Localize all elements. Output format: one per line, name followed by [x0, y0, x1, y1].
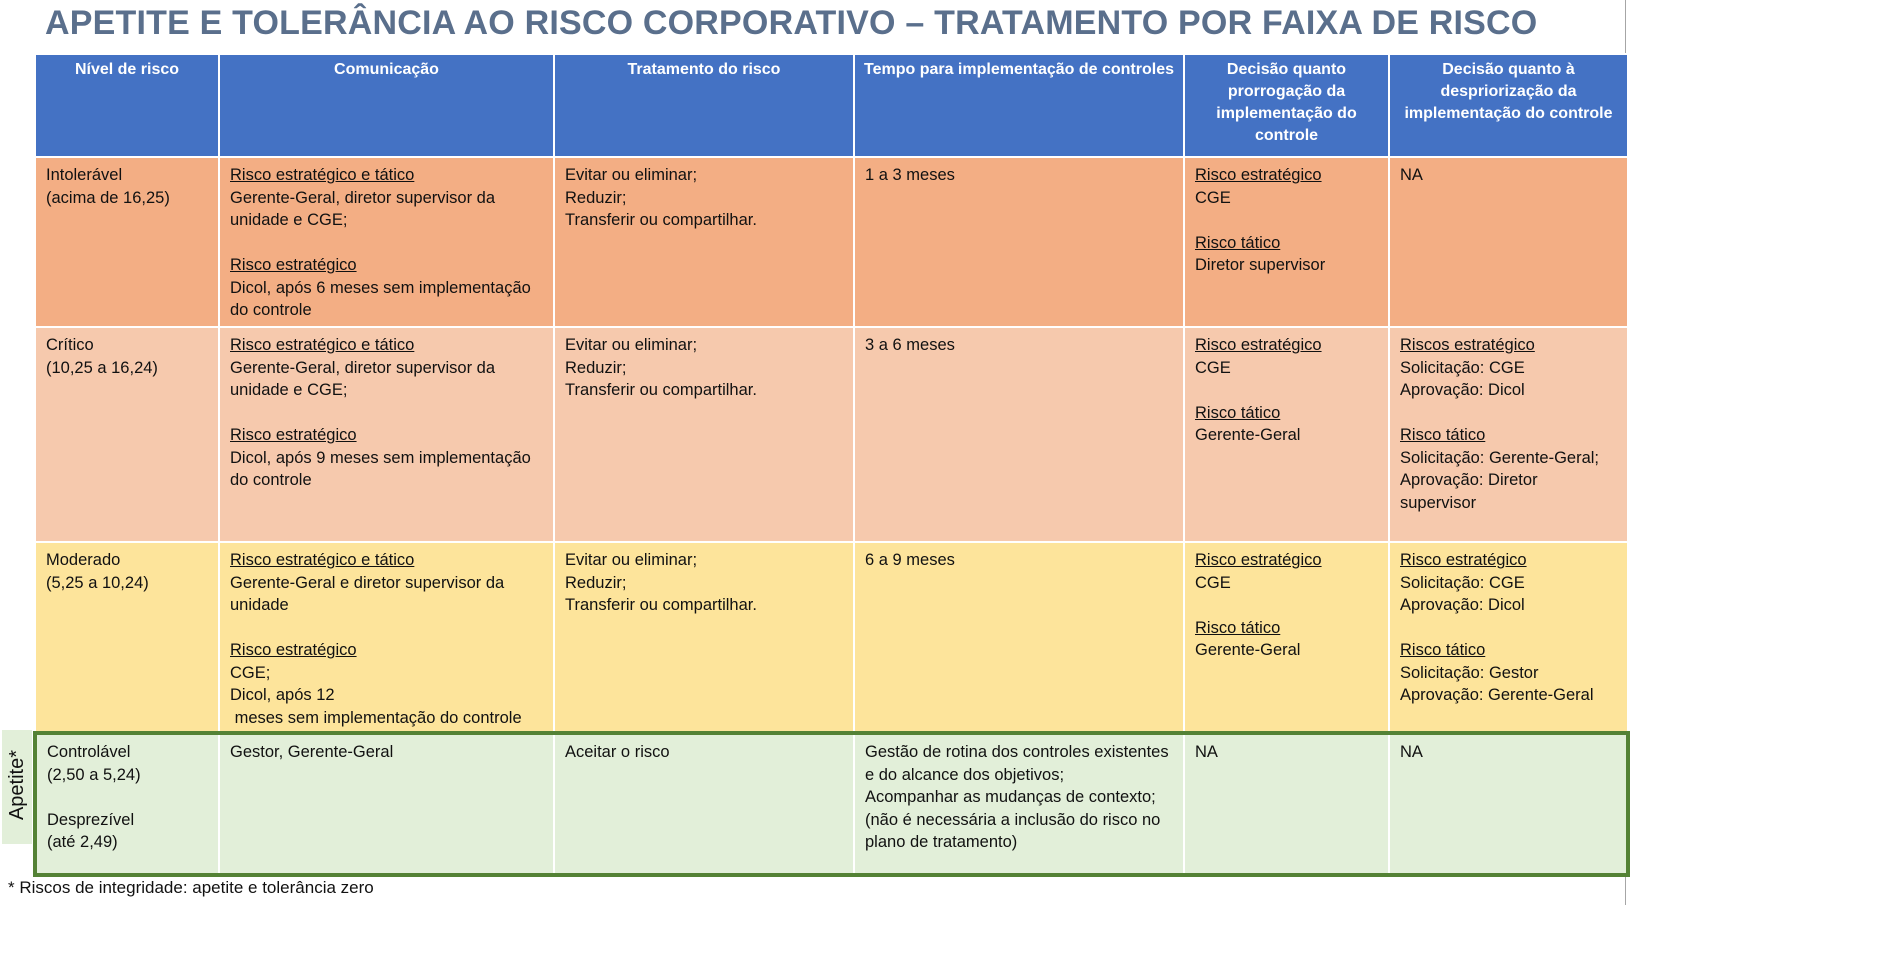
cell-text: Aceitar o risco — [565, 743, 670, 761]
cell-prorrogacao — [1184, 733, 1389, 875]
cell-text: Acompanhar as mudanças de contexto; — [865, 788, 1156, 806]
sub-heading: Risco estratégico e tático — [230, 166, 415, 184]
cell-text: Aprovação: Gerente-Geral — [1400, 686, 1594, 704]
cell-tempo — [854, 327, 1184, 542]
level-name: Controlável — [47, 743, 131, 761]
cell-text: Gerente-Geral, diretor supervisor da unidade e CGE; — [230, 188, 496, 229]
sub-heading: Risco tático — [1400, 426, 1486, 444]
level-name: Crítico — [46, 336, 94, 354]
risk-treatment-table — [33, 53, 1630, 877]
level-range: (10,25 a 16,24) — [46, 358, 158, 377]
cell-prorrogacao — [1184, 327, 1389, 542]
cell-text: Transferir ou compartilhar. — [565, 211, 757, 229]
cell-text: CGE — [1195, 358, 1231, 377]
cell-text: Solicitação: Gestor — [1400, 663, 1539, 682]
level-name: Moderado — [46, 551, 121, 569]
cell-text: Solicitação: Gerente-Geral; — [1400, 448, 1600, 467]
cell-text: NA — [1400, 743, 1423, 761]
table-row — [35, 733, 1628, 875]
cell-text: CGE — [1195, 188, 1231, 207]
cell-text: Gerente-Geral — [1195, 426, 1301, 444]
cell-text: CGE; — [230, 663, 271, 682]
level-name: Desprezível — [47, 810, 135, 829]
sub-heading: Risco tático — [1400, 641, 1486, 659]
cell-text: Gerente-Geral, diretor supervisor da unidade e CGE; — [230, 358, 496, 399]
cell-tempo — [854, 157, 1184, 327]
table-row — [35, 542, 1628, 733]
cell-text: Transferir ou compartilhar. — [565, 381, 757, 399]
table-header-row — [35, 54, 1628, 157]
cell-text: NA — [1195, 743, 1218, 761]
cell-tempo — [854, 542, 1184, 733]
cell-tempo — [854, 733, 1184, 875]
cell-text: Reduzir; — [565, 188, 627, 207]
cell-text: CGE — [1195, 573, 1231, 592]
cell-comunicacao — [219, 542, 554, 733]
sub-heading: Risco tático — [1195, 233, 1281, 252]
header-comunicacao: Comunicação — [219, 54, 554, 157]
cell-tratamento — [554, 157, 854, 327]
footnote: * Riscos de integridade: apetite e tolerância zero — [8, 878, 374, 897]
header-despriorizacao: Decisão quanto à despriorização da implementação do controle — [1389, 54, 1628, 157]
sub-heading: Risco estratégico — [1195, 166, 1322, 184]
cell-text: Evitar ou eliminar; — [565, 551, 698, 569]
cell-nivel — [35, 542, 219, 733]
table-row — [35, 327, 1628, 542]
cell-text: Solicitação: CGE — [1400, 573, 1525, 592]
cell-comunicacao — [219, 157, 554, 327]
cell-text: Reduzir; — [565, 573, 627, 592]
cell-comunicacao — [219, 327, 554, 542]
cell-nivel — [35, 733, 219, 875]
cell-text: Evitar ou eliminar; — [565, 166, 698, 184]
level-name: Intolerável — [46, 166, 123, 184]
cell-tratamento — [554, 733, 854, 875]
cell-text: Gestão de rotina dos controles existentes e do alcance dos objetivos; — [865, 743, 1169, 784]
page-title: APETITE E TOLERÂNCIA AO RISCO CORPORATIVO – TRATAMENTO POR FAIXA DE RISCO — [45, 4, 1538, 42]
level-range: (2,50 a 5,24) — [47, 765, 141, 784]
header-nivel-risco: Nível de risco — [35, 54, 219, 157]
cell-text: Dicol, após 12 — [230, 686, 335, 704]
cell-nivel — [35, 157, 219, 327]
level-range: (5,25 a 10,24) — [46, 573, 149, 592]
cell-text: Solicitação: CGE — [1400, 358, 1525, 377]
header-prorrogacao: Decisão quanto prorrogação da implementação do controle — [1184, 54, 1389, 157]
cell-nivel — [35, 327, 219, 542]
cell-text: Gestor, Gerente-Geral — [230, 743, 394, 761]
sub-heading: Risco estratégico — [1195, 336, 1322, 354]
cell-despriorizacao — [1389, 733, 1628, 875]
cell-prorrogacao — [1184, 542, 1389, 733]
apetite-side-tab — [2, 730, 32, 844]
cell-text: NA — [1400, 166, 1423, 184]
cell-text: Dicol, após 6 meses sem implementação do controle — [230, 278, 531, 319]
sub-heading: Risco estratégico — [230, 641, 357, 659]
sub-heading: Risco estratégico e tático — [230, 336, 415, 354]
cell-text: (não é necessária a inclusão do risco no plano de tratamento) — [865, 810, 1161, 851]
cell-text: 3 a 6 meses — [865, 336, 955, 354]
cell-despriorizacao — [1389, 327, 1628, 542]
level-range: (até 2,49) — [47, 833, 118, 851]
cell-text: Diretor supervisor — [1195, 256, 1326, 274]
cell-text: Dicol, após 9 meses sem implementação do controle — [230, 448, 531, 489]
sub-heading: Risco tático — [1195, 618, 1281, 637]
cell-tratamento — [554, 542, 854, 733]
cell-prorrogacao — [1184, 157, 1389, 327]
sub-heading: Risco estratégico e tático — [230, 551, 415, 569]
cell-text: Transferir ou compartilhar. — [565, 596, 757, 614]
header-tratamento: Tratamento do risco — [554, 54, 854, 157]
sub-heading: Riscos estratégico — [1400, 336, 1535, 354]
cell-text: 6 a 9 meses — [865, 551, 955, 569]
cell-comunicacao — [219, 733, 554, 875]
cell-text: Aprovação: Dicol — [1400, 381, 1525, 399]
cell-text: Reduzir; — [565, 358, 627, 377]
cell-text: Gerente-Geral e diretor supervisor da unidade — [230, 573, 505, 614]
sub-heading: Risco estratégico — [1400, 551, 1527, 569]
cell-text: Evitar ou eliminar; — [565, 336, 698, 354]
cell-text: Gerente-Geral — [1195, 641, 1301, 659]
sub-heading: Risco estratégico — [230, 426, 357, 444]
sub-heading: Risco tático — [1195, 403, 1281, 422]
apetite-label: Apetite* — [6, 749, 28, 821]
level-range: (acima de 16,25) — [46, 188, 170, 207]
cell-text: meses sem implementação do controle — [230, 708, 522, 727]
cell-text: 1 a 3 meses — [865, 166, 955, 184]
cell-tratamento — [554, 327, 854, 542]
cell-text: Aprovação: Dicol — [1400, 596, 1525, 614]
table-row — [35, 157, 1628, 327]
cell-despriorizacao — [1389, 157, 1628, 327]
sub-heading: Risco estratégico — [1195, 551, 1322, 569]
cell-despriorizacao — [1389, 542, 1628, 733]
sub-heading: Risco estratégico — [230, 256, 357, 274]
cell-text: Aprovação: Diretor supervisor — [1400, 471, 1538, 512]
header-tempo: Tempo para implementação de controles — [854, 54, 1184, 157]
